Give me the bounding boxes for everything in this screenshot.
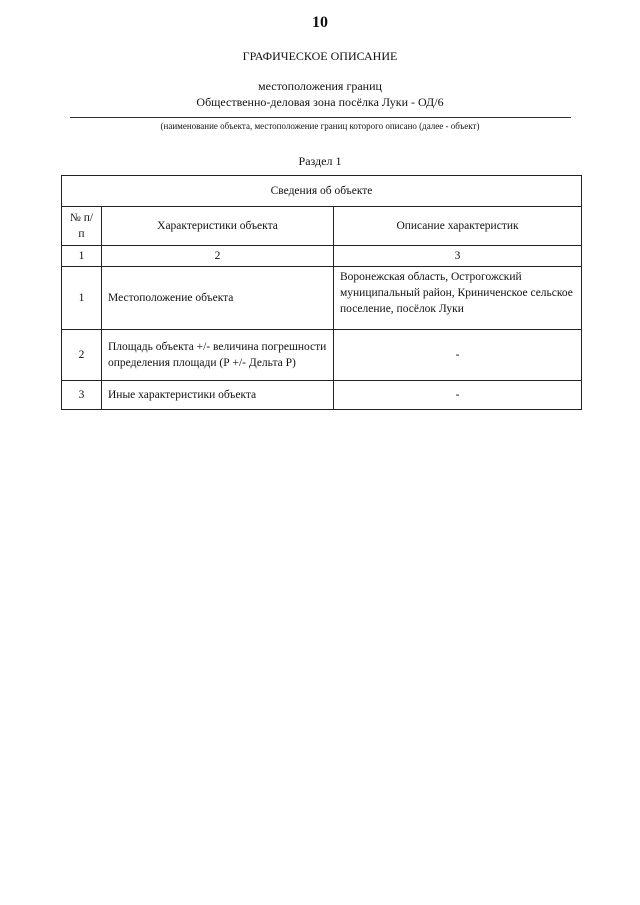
column-number: 1 bbox=[62, 246, 102, 267]
table-caption: Сведения об объекте bbox=[62, 176, 582, 207]
row-description: - bbox=[334, 330, 582, 381]
table-header-row bbox=[62, 207, 582, 246]
subtitle-line-1: местоположения границ bbox=[258, 79, 382, 93]
header-description: Описание характеристик bbox=[334, 207, 582, 246]
header-number: № п/п bbox=[62, 207, 102, 246]
row-description: - bbox=[334, 381, 582, 410]
subtitle-line-2: Общественно-деловая зона посёлка Луки - ОД/6 bbox=[196, 95, 444, 109]
row-characteristic: Иные характеристики объекта bbox=[102, 381, 334, 410]
row-number: 1 bbox=[62, 267, 102, 330]
column-number: 3 bbox=[334, 246, 582, 267]
row-number: 2 bbox=[62, 330, 102, 381]
object-info-table bbox=[61, 175, 582, 410]
underline-rule bbox=[70, 117, 571, 118]
header-characteristic: Характеристики объекта bbox=[102, 207, 334, 246]
page-number: 10 bbox=[312, 14, 328, 31]
row-number: 3 bbox=[62, 381, 102, 410]
object-caption: (наименование объекта, местоположение границ которого описано (далее - объект) bbox=[160, 121, 480, 131]
table-caption-row bbox=[62, 176, 582, 207]
table-row bbox=[62, 381, 582, 410]
row-description: Воронежская область, Острогожский муниципальный район, Криниченское сельское поселение, посёлок Луки bbox=[334, 267, 582, 330]
table-row bbox=[62, 330, 582, 381]
document-title: ГРАФИЧЕСКОЕ ОПИСАНИЕ bbox=[242, 49, 398, 63]
column-number-row bbox=[62, 246, 582, 267]
row-characteristic: Площадь объекта +/- величина погрешности определения площади (Р +/- Дельта Р) bbox=[102, 330, 334, 381]
row-characteristic: Местоположение объекта bbox=[102, 267, 334, 330]
table-row bbox=[62, 267, 582, 330]
column-number: 2 bbox=[102, 246, 334, 267]
section-title: Раздел 1 bbox=[298, 154, 342, 168]
